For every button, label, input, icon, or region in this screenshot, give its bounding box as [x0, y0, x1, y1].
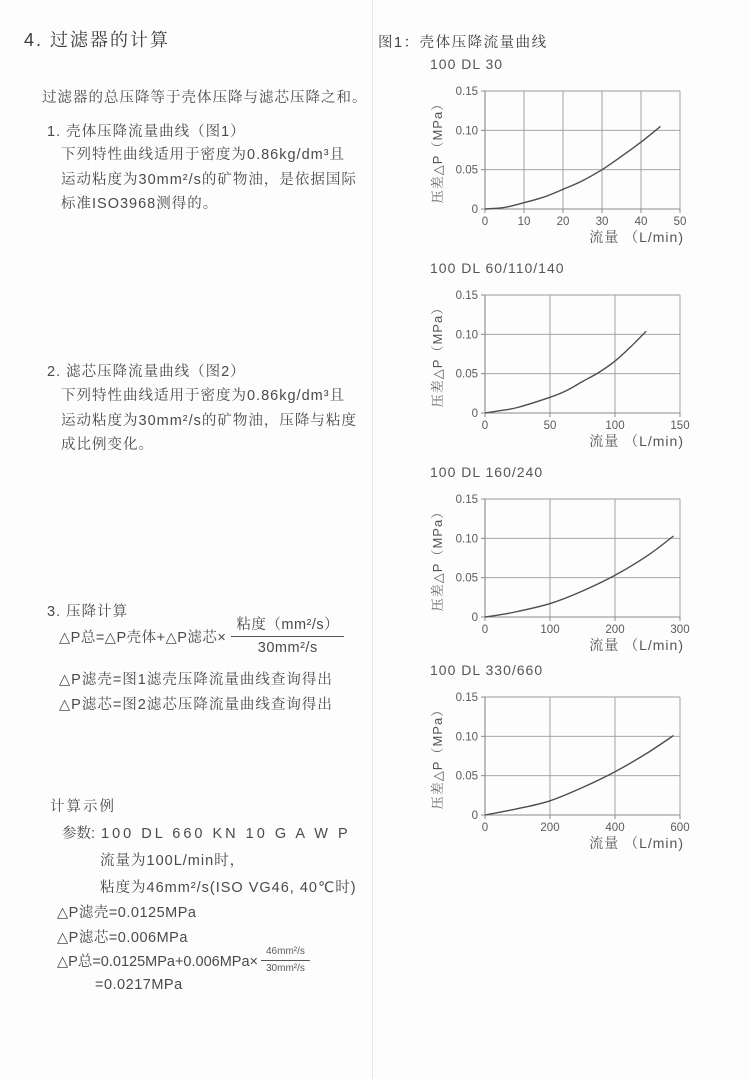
- svg-text:0.15: 0.15: [455, 692, 478, 704]
- svg-text:0: 0: [471, 612, 478, 624]
- section1-line: 标准ISO3968测得的。: [61, 196, 219, 212]
- pressure-flow-chart: [428, 278, 730, 453]
- section2-line: 成比例变化。: [61, 437, 154, 453]
- example-result-line: △P滤芯=0.006MPa: [57, 929, 188, 946]
- section2-line: 下列特性曲线适用于密度为0.86kg/dm³且: [61, 388, 346, 404]
- section2-heading: 2. 滤芯压降流量曲线（图2）: [47, 364, 246, 380]
- svg-text:0: 0: [481, 822, 489, 834]
- svg-text:压差△P（MPa）: 压差△P（MPa）: [430, 504, 445, 612]
- formula-denominator: 30mm²/s: [257, 640, 318, 657]
- total-numerator: 46mm²/s: [261, 946, 310, 961]
- formula-fraction: [231, 616, 344, 657]
- pressure-flow-chart: [428, 482, 730, 657]
- section1-heading: 1. 壳体压降流量曲线（图1）: [47, 124, 246, 140]
- svg-text:200: 200: [605, 624, 625, 636]
- svg-text:40: 40: [634, 216, 648, 228]
- svg-text:压差△P（MPa）: 压差△P（MPa）: [430, 300, 445, 408]
- chart-block-100dl60-110-140: [428, 260, 730, 453]
- svg-text:0.15: 0.15: [455, 290, 478, 302]
- example-results: [57, 901, 196, 950]
- svg-text:0: 0: [481, 216, 489, 228]
- example-final-result: =0.0217MPa: [95, 977, 183, 993]
- svg-text:10: 10: [517, 216, 531, 228]
- chart-title: 100 DL 330/660: [430, 662, 544, 678]
- page-title: 4. 过滤器的计算: [24, 30, 171, 50]
- svg-text:30: 30: [595, 216, 609, 228]
- chart-title: 100 DL 160/240: [430, 464, 544, 480]
- svg-text:流量 （L/min): 流量 （L/min): [589, 433, 684, 449]
- chart-block-100dl30: [428, 56, 730, 249]
- svg-text:150: 150: [670, 420, 690, 432]
- svg-text:0.10: 0.10: [455, 329, 478, 342]
- svg-text:0.10: 0.10: [455, 731, 478, 744]
- svg-text:流量 （L/min): 流量 （L/min): [589, 835, 684, 851]
- chart-block-100dl330-660: [428, 662, 730, 855]
- param-label: 参数:: [62, 826, 96, 842]
- svg-text:0.15: 0.15: [455, 86, 478, 98]
- svg-text:流量 （L/min): 流量 （L/min): [589, 229, 684, 245]
- svg-text:600: 600: [670, 822, 690, 834]
- formula-prefix: △P总=△P壳体+△P滤芯×: [59, 630, 227, 647]
- chart-title: 100 DL 30: [430, 56, 504, 72]
- section2-line: 运动粘度为30mm²/s的矿物油，压降与粘度: [61, 412, 357, 429]
- svg-text:0: 0: [481, 420, 489, 432]
- section1-line: 运动粘度为30mm²/s的矿物油，是依据国际: [61, 171, 357, 188]
- pressure-drop-formula: [59, 616, 344, 657]
- section2-body: [61, 384, 357, 458]
- chart-title: 100 DL 60/110/140: [430, 260, 565, 276]
- svg-text:压差△P（MPa）: 压差△P（MPa）: [430, 96, 445, 204]
- section3-notes: [59, 668, 333, 718]
- svg-text:0.05: 0.05: [455, 164, 478, 177]
- svg-text:0: 0: [481, 624, 489, 636]
- total-fraction: [261, 946, 310, 975]
- section3-line: △P滤壳=图1滤壳压降流量曲线查询得出: [59, 672, 333, 688]
- svg-text:50: 50: [543, 420, 557, 432]
- svg-text:压差△P（MPa）: 压差△P（MPa）: [430, 702, 445, 810]
- section3-heading: 3. 压降计算: [47, 604, 129, 620]
- pressure-flow-chart: [428, 680, 730, 855]
- svg-text:200: 200: [540, 822, 560, 834]
- figure1-title: 图1：壳体压降流量曲线: [378, 35, 548, 51]
- svg-text:100: 100: [605, 420, 625, 432]
- svg-text:0.15: 0.15: [455, 494, 478, 506]
- example-heading: 计算示例: [50, 799, 116, 815]
- formula-numerator: 粘度（mm²/s）: [231, 616, 344, 637]
- svg-text:流量 （L/min): 流量 （L/min): [589, 637, 684, 653]
- svg-text:50: 50: [673, 216, 687, 228]
- svg-text:0: 0: [471, 408, 478, 420]
- svg-text:400: 400: [605, 822, 625, 834]
- svg-text:0.10: 0.10: [455, 533, 478, 546]
- pressure-flow-chart: [428, 74, 730, 249]
- section3-line: △P滤芯=图2滤芯压降流量曲线查询得出: [59, 697, 333, 713]
- svg-text:100: 100: [540, 624, 560, 636]
- example-result-line: △P滤壳=0.0125MPa: [57, 905, 197, 921]
- total-prefix: △P总=0.0125MPa+0.006MPa×: [57, 954, 258, 970]
- example-condition-line: 粘度为46mm²/s(ISO VG46, 40℃时): [100, 880, 357, 896]
- param-value: 100 DL 660 KN 10 G A W P: [101, 826, 351, 842]
- total-denominator: 30mm²/s: [266, 963, 305, 974]
- svg-text:300: 300: [670, 624, 690, 636]
- example-condition-line: 流量为100L/min时，: [100, 853, 246, 869]
- section1-body: [61, 143, 357, 217]
- example-total-formula: [57, 946, 310, 975]
- svg-text:0.10: 0.10: [455, 125, 478, 138]
- example-parameters: [62, 822, 351, 843]
- svg-text:0: 0: [471, 810, 478, 822]
- svg-text:0.05: 0.05: [455, 368, 478, 381]
- intro-paragraph: 过滤器的总压降等于壳体压降与滤芯压降之和。: [42, 90, 368, 106]
- svg-text:0.05: 0.05: [455, 770, 478, 783]
- example-conditions: [100, 848, 357, 902]
- svg-text:0: 0: [471, 204, 478, 216]
- section1-line: 下列特性曲线适用于密度为0.86kg/dm³且: [61, 147, 346, 163]
- svg-text:0.05: 0.05: [455, 572, 478, 585]
- svg-text:20: 20: [556, 216, 570, 228]
- page-fold-line: [372, 0, 373, 1079]
- chart-block-100dl160-240: [428, 464, 730, 657]
